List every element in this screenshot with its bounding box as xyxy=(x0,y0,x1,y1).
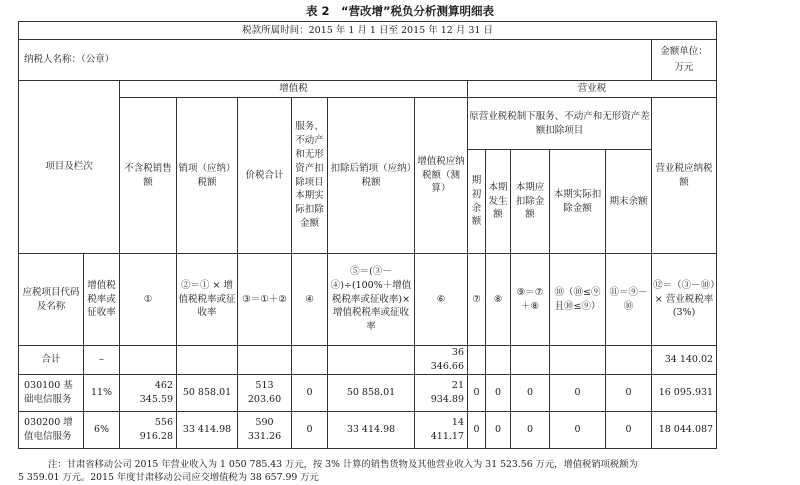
row-c1: 556 916.28 xyxy=(120,411,177,448)
header-closing-balance: 期末余额 xyxy=(606,150,652,254)
row-item-name: 030200 增值电信服务 xyxy=(19,411,84,448)
formula-c11: ⑪＝⑨－⑩ xyxy=(606,254,652,346)
row-c8: 0 xyxy=(486,374,511,411)
row-c7: 0 xyxy=(468,374,486,411)
row-c9: 0 xyxy=(511,374,550,411)
footnote-line-2: 5 359.01 万元。2015 年度甘肃移动公司应交增值税为 38 657.99 万元 xyxy=(18,472,319,483)
row-rate: 11% xyxy=(84,374,120,411)
formula-rate: 增值税税率或征收率 xyxy=(84,254,120,346)
header-vat-group: 增值税 xyxy=(120,81,468,98)
row-c7: 0 xyxy=(468,411,486,448)
formula-c7: ⑦ xyxy=(468,254,486,346)
row-c11: 0 xyxy=(606,374,652,411)
formula-c2: ②＝① × 增值税税率或征收率 xyxy=(177,254,238,346)
row-c4: 0 xyxy=(292,411,328,448)
taxpayer-name-cell: 纳税人名称：（公章） xyxy=(19,40,652,81)
row-rate: 6% xyxy=(84,411,120,448)
row-c8: 0 xyxy=(486,411,511,448)
unit-label: 金额单位： xyxy=(660,45,708,57)
row-c3: 590 331.26 xyxy=(238,411,292,448)
total-vat-payable: 36 346.66 xyxy=(415,346,468,375)
header-current-amount: 本期发生额 xyxy=(486,150,511,254)
row-c6: 21 934.89 xyxy=(415,374,468,411)
header-actual-deduction: 本期实际扣除金额 xyxy=(550,150,606,254)
total-rate: – xyxy=(84,346,120,375)
formula-item-name: 应税项目代码及名称 xyxy=(19,254,84,346)
formula-c8: ⑧ xyxy=(486,254,511,346)
row-c2: 33 414.98 xyxy=(177,411,238,448)
row-c12: 18 044.087 xyxy=(652,411,717,448)
header-deducted-output-tax: 扣除后销项（应纳）税额 xyxy=(328,98,415,254)
formula-c9: ⑨＝⑦＋⑧ xyxy=(511,254,550,346)
row-c4: 0 xyxy=(292,374,328,411)
formula-c3: ③＝①＋② xyxy=(238,254,292,346)
row-c11: 0 xyxy=(606,411,652,448)
row-c12: 16 095.931 xyxy=(652,374,717,411)
row-c2: 50 858.01 xyxy=(177,374,238,411)
total-business-tax: 34 140.02 xyxy=(652,346,717,375)
row-c5: 33 414.98 xyxy=(328,411,415,448)
table-footnote xyxy=(18,458,718,484)
header-business-group: 营业税 xyxy=(468,81,717,98)
unit-value: 万元 xyxy=(674,62,694,73)
header-deduction-amount: 服务、不动产和无形资产扣除项目本期实际扣除金额 xyxy=(292,98,328,254)
formula-c12: ⑫＝（③－⑩）× 营业税税率(3%) xyxy=(652,254,717,346)
header-output-tax: 销项（应纳）税额 xyxy=(177,98,238,254)
header-total-price-tax: 价税合计 xyxy=(238,98,292,254)
row-c5: 50 858.01 xyxy=(328,374,415,411)
formula-c10: ⑩（⑩≤⑨且⑩≤⑨） xyxy=(550,254,606,346)
row-c1: 462 345.59 xyxy=(120,374,177,411)
header-business-tax-payable: 营业税应纳税额 xyxy=(652,98,717,254)
header-item-col: 项目及栏次 xyxy=(19,81,120,254)
row-item-name: 030100 基础电信服务 xyxy=(19,374,84,411)
row-c10: 0 xyxy=(550,374,606,411)
formula-c5: ⑤＝(③－④)÷(100%＋增值税税率或征收率)× 增值税税率或征收率 xyxy=(328,254,415,346)
row-c9: 0 xyxy=(511,411,550,448)
tax-analysis-table xyxy=(18,21,717,449)
table-row xyxy=(19,411,717,448)
formula-c4: ④ xyxy=(292,254,328,346)
total-label: 合计 xyxy=(19,346,84,375)
header-deduction-items-group: 原营业税税制下服务、不动产和无形资产差额扣除项目 xyxy=(468,98,652,150)
footnote-line-1: 注：甘肃省移动公司 2015 年营业收入为 1 050 785.43 万元，按 3% 计算的销售货物及其他营业收入为 31 523.56 万元，增值税销项税额为 xyxy=(48,459,638,470)
row-c3: 513 203.60 xyxy=(238,374,292,411)
header-deductible-amount: 本期应扣除金额 xyxy=(511,150,550,254)
table-row xyxy=(19,374,717,411)
header-vat-payable: 增值税应纳税额（测算） xyxy=(415,98,468,254)
row-c6: 14 411.17 xyxy=(415,411,468,448)
row-c10: 0 xyxy=(550,411,606,448)
period-cell: 税款所属时间：2015 年 1 月 1 日至 2015 年 12 月 31 日 xyxy=(19,22,717,40)
formula-c6: ⑥ xyxy=(415,254,468,346)
table-title: 表 2 “营改增”税负分析测算明细表 xyxy=(305,4,495,18)
header-sales-excl-tax: 不含税销售额 xyxy=(120,98,177,254)
unit-cell xyxy=(652,40,717,81)
header-opening-balance: 期初余额 xyxy=(468,150,486,254)
formula-c1: ① xyxy=(120,254,177,346)
